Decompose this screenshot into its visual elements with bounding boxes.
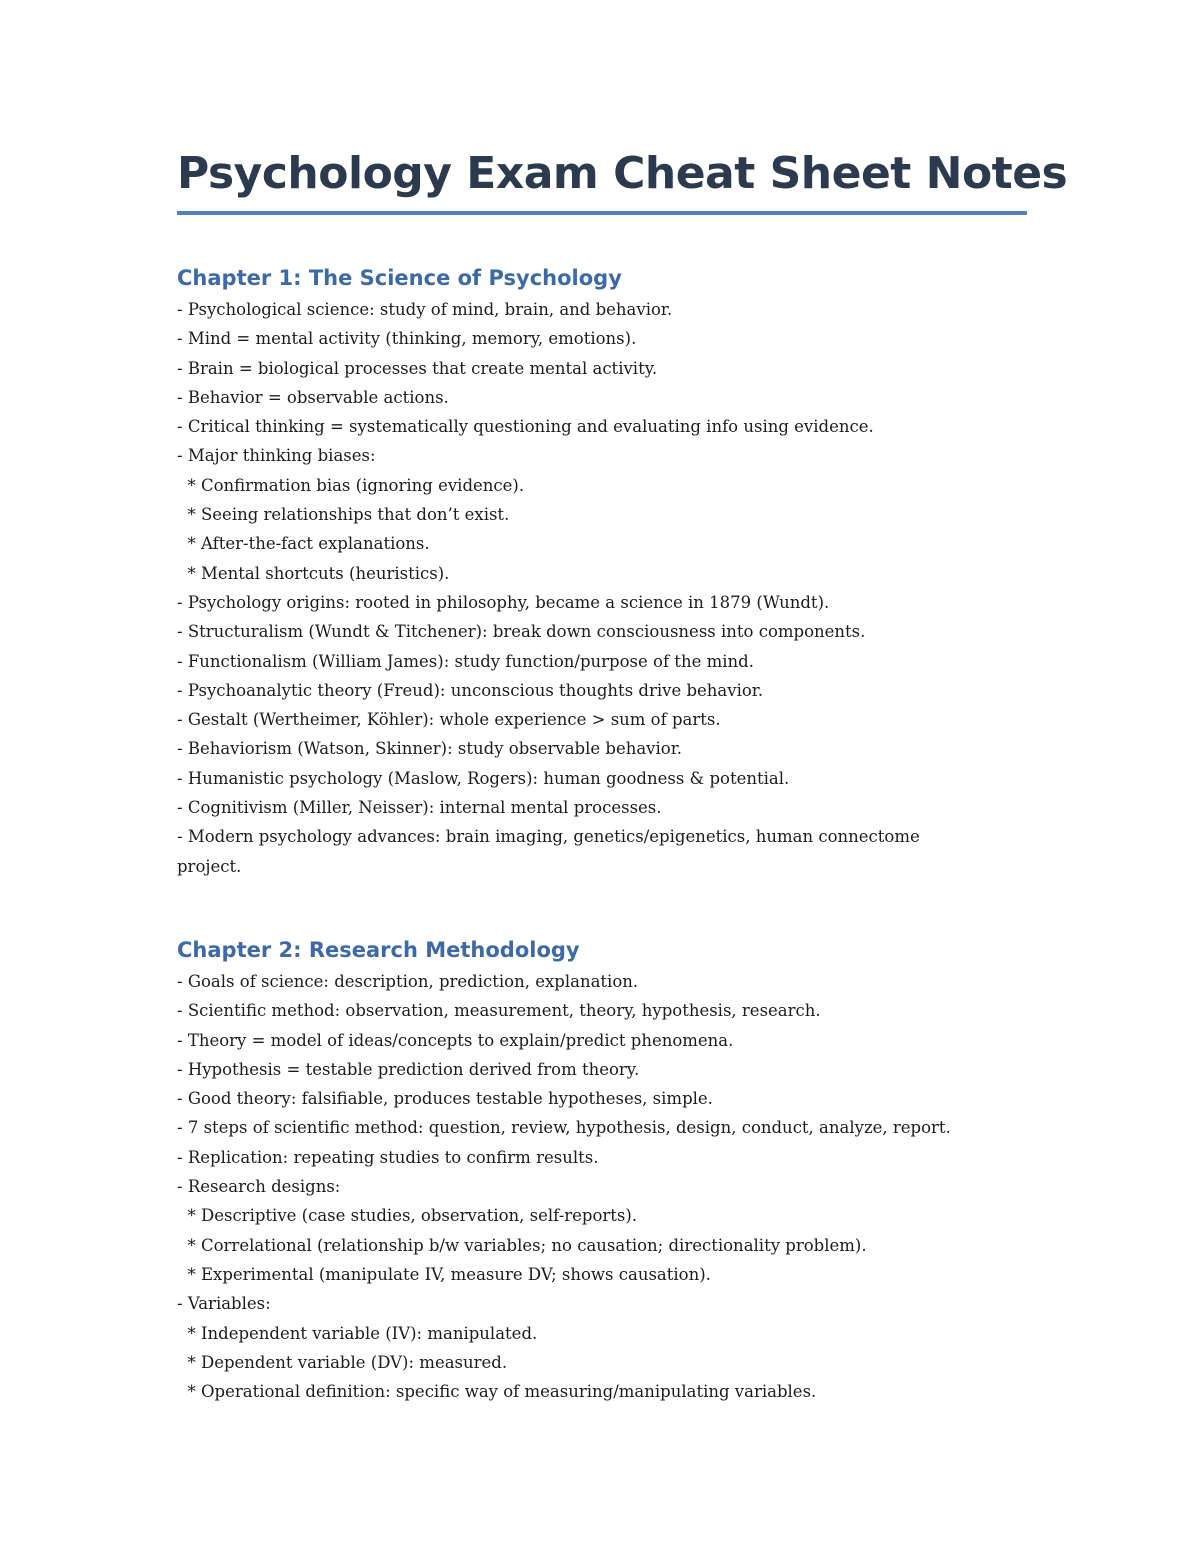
note-line: - Psychology origins: rooted in philosophy, became a science in 1879 (Wundt). xyxy=(177,592,830,612)
note-line: - Goals of science: description, prediction, explanation. xyxy=(177,971,639,991)
note-line: - Modern psychology advances: brain imaging, genetics/epigenetics, human connectome xyxy=(177,827,920,847)
note-line-continuation: project. xyxy=(177,856,242,876)
note-sub-line: * Independent variable (IV): manipulated. xyxy=(177,1323,538,1343)
note-line: - Critical thinking = systematically questioning and evaluating info using evidence. xyxy=(177,417,874,437)
chapter-2-heading: Chapter 2: Research Methodology xyxy=(177,937,580,962)
note-line: - Behaviorism (Watson, Skinner): study observable behavior. xyxy=(177,739,683,759)
chapter-1-heading: Chapter 1: The Science of Psychology xyxy=(177,266,622,290)
note-line: - Behavior = observable actions. xyxy=(177,387,449,407)
note-sub-line: * Operational definition: specific way of measuring/manipulating variables. xyxy=(177,1382,817,1402)
note-line: - Cognitivism (Miller, Neisser): internal mental processes. xyxy=(177,798,662,818)
note-sub-line: * Experimental (manipulate IV, measure DV; shows causation). xyxy=(177,1264,711,1284)
note-sub-line: * Mental shortcuts (heuristics). xyxy=(177,563,450,583)
note-line: - Variables: xyxy=(177,1294,271,1314)
document-title: Psychology Exam Cheat Sheet Notes xyxy=(177,148,1068,199)
note-line: - 7 steps of scientific method: question, review, hypothesis, design, conduct, analyze, report. xyxy=(177,1118,951,1138)
note-line: - Structuralism (Wundt & Titchener): break down consciousness into components. xyxy=(177,622,866,642)
note-line: - Mind = mental activity (thinking, memory, emotions). xyxy=(177,329,637,349)
note-sub-line: * Confirmation bias (ignoring evidence). xyxy=(177,475,525,495)
note-line: - Good theory: falsifiable, produces testable hypotheses, simple. xyxy=(177,1089,713,1109)
note-line: - Theory = model of ideas/concepts to explain/predict phenomena. xyxy=(177,1030,734,1050)
note-sub-line: * Correlational (relationship b/w variables; no causation; directionality problem). xyxy=(177,1235,867,1255)
note-sub-line: * Dependent variable (DV): measured. xyxy=(177,1352,508,1372)
chapter-1-notes xyxy=(177,295,1027,881)
note-line: - Humanistic psychology (Maslow, Rogers): human goodness & potential. xyxy=(177,768,790,788)
note-line: - Research designs: xyxy=(177,1177,341,1197)
document-page xyxy=(177,140,1068,1406)
note-line: - Psychological science: study of mind, brain, and behavior. xyxy=(177,300,673,319)
note-line: - Functionalism (William James): study function/purpose of the mind. xyxy=(177,651,754,671)
note-line: - Replication: repeating studies to confirm results. xyxy=(177,1147,599,1167)
note-line: - Psychoanalytic theory (Freud): unconscious thoughts drive behavior. xyxy=(177,680,764,700)
note-line: - Scientific method: observation, measurement, theory, hypothesis, research. xyxy=(177,1001,821,1021)
note-sub-line: * After-the-fact explanations. xyxy=(177,534,430,554)
chapter-2-section xyxy=(177,935,1027,1406)
note-line: - Brain = biological processes that create mental activity. xyxy=(177,358,658,378)
title-underline-rule xyxy=(177,211,1027,215)
note-line: - Hypothesis = testable prediction derived from theory. xyxy=(177,1059,640,1079)
chapter-1-section xyxy=(177,263,1027,881)
note-sub-line: * Descriptive (case studies, observation, self-reports). xyxy=(177,1206,638,1226)
note-line: - Major thinking biases: xyxy=(177,446,376,466)
chapter-2-notes xyxy=(177,967,1027,1406)
note-line: - Gestalt (Wertheimer, Köhler): whole experience > sum of parts. xyxy=(177,710,721,730)
note-sub-line: * Seeing relationships that don’t exist. xyxy=(177,505,510,525)
